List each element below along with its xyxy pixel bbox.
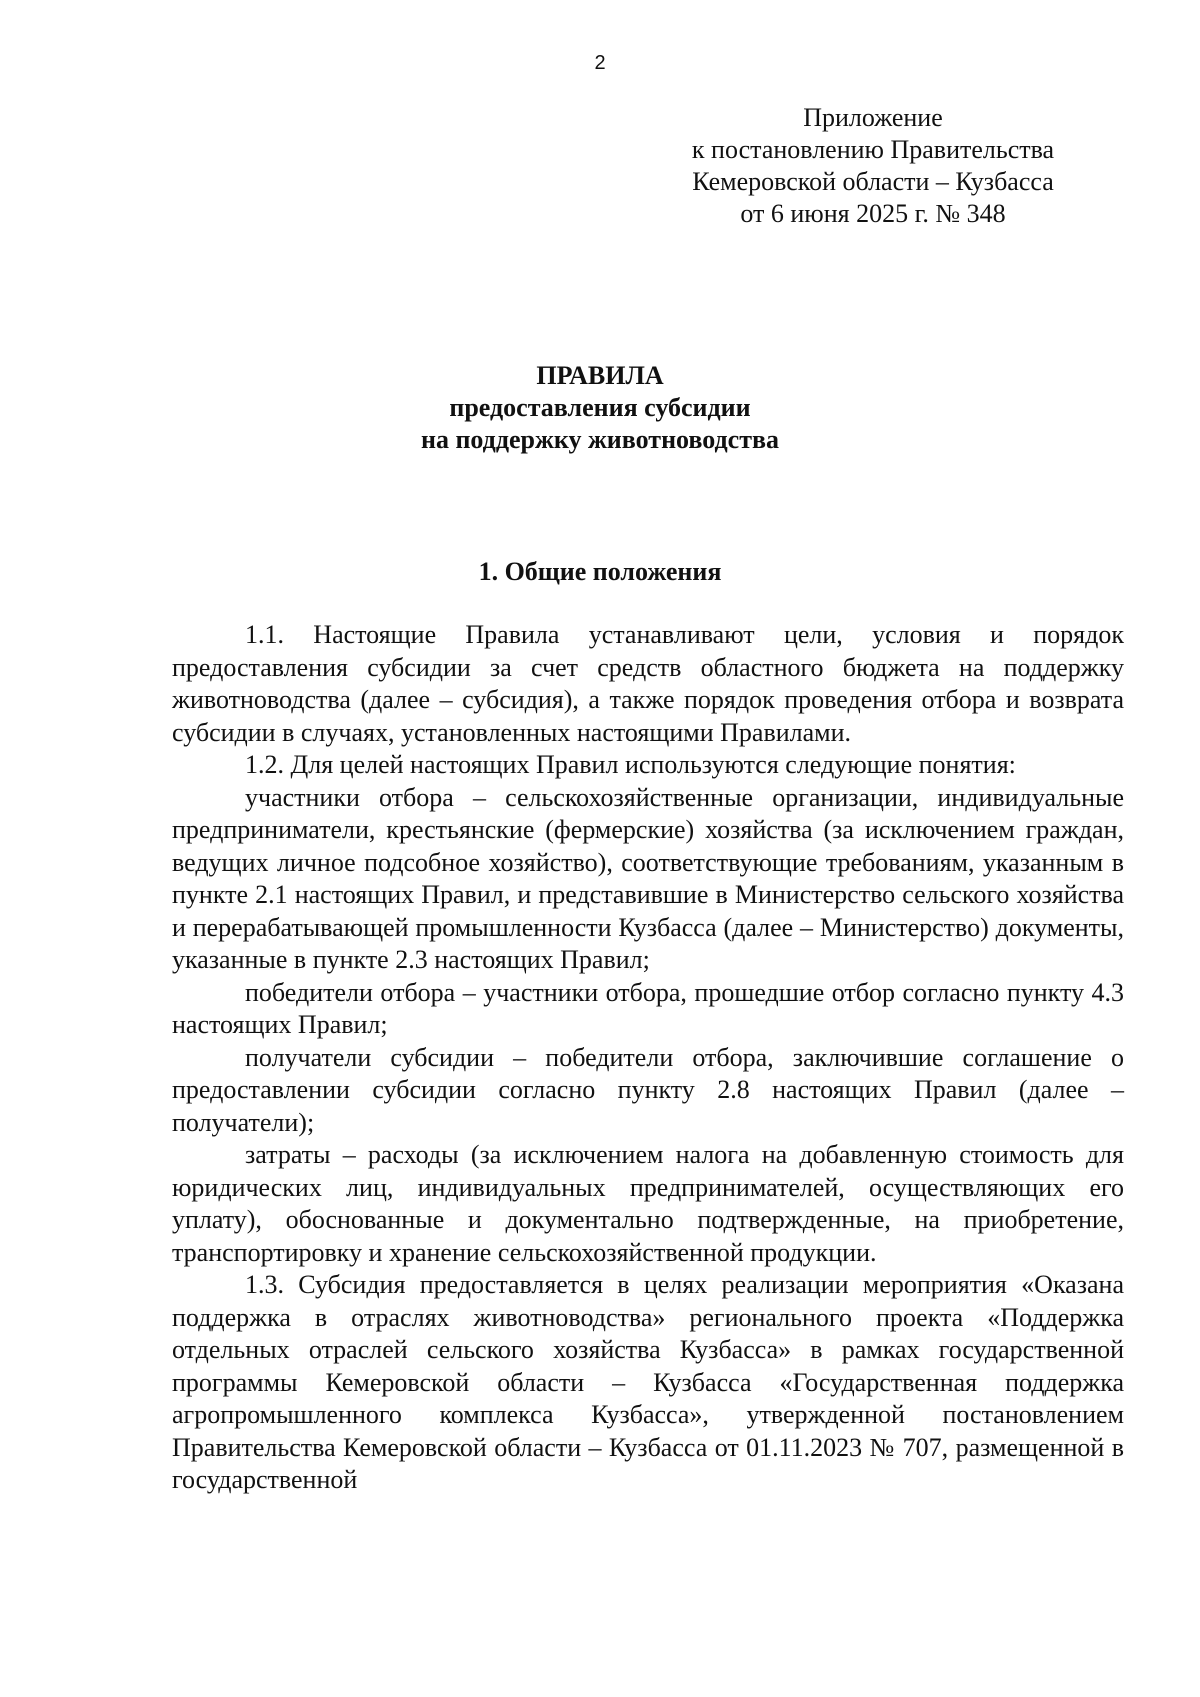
paragraph: затраты – расходы (за исключением налога на добавленную стоимость для юридических лиц, индивидуальных предпринимателей, осуществляющих его уплату), обоснованные и документально подтвержденные, на приобретение, транспортировку и хранение сельскохозяйственной продукции. [172, 1140, 1124, 1267]
paragraph: 1.3. Субсидия предоставляется в целях реализации мероприятия «Оказана поддержка в отраслях животноводства» регионального проекта «Поддержка отдельных отраслей сельского хозяйства Кузбасса» в рамках государственной программы Кемеровской области – Кузбасса «Государственная поддержка агропромышленного комплекса Кузбасса», утвержденной постановлением Правительства Кемеровской области – Кузбасса от 01.11.2023 № 707, размещенной в государственной [172, 1270, 1124, 1494]
title-line: на поддержку животноводства [420, 425, 780, 454]
title-line: ПРАВИЛА [536, 361, 664, 390]
appendix-block [668, 102, 1078, 230]
paragraph: участники отбора – сельскохозяйственные организации, индивидуальные предприниматели, крестьянские (фермерские) хозяйства (за исключением граждан, ведущих личное подсобное хозяйство), соответствующие требованиям, указанным в пункте 2.1 настоящих Правил, и представившие в Министерство сельского хозяйства и перерабатывающей промышленности Кузбасса (далее – Министерство) документы, указанные в пункте 2.3 настоящих Правил; [172, 782, 1124, 974]
body-text [172, 619, 1124, 1497]
appendix-line: Кемеровской области – Кузбасса [692, 167, 1054, 196]
appendix-line: Приложение [803, 103, 943, 132]
section-heading: 1. Общие положения [478, 557, 722, 586]
paragraph: 1.2. Для целей настоящих Правил используются следующие понятия: [245, 750, 1016, 779]
page-number: 2 [594, 52, 606, 74]
paragraph: победители отбора – участники отбора, прошедшие отбор согласно пункту 4.3 настоящих Правил; [172, 977, 1124, 1039]
document-title [0, 360, 1200, 456]
appendix-date-line: от 6 июня 2025 г. № 348 [740, 199, 1006, 228]
appendix-line: к постановлению Правительства [691, 135, 1055, 164]
paragraph: 1.1. Настоящие Правила устанавливают цели, условия и порядок предоставления субсидии за счет средств областного бюджета на поддержку животноводства (далее – субсидия), а также порядок проведения отбора и возврата субсидии в случаях, установленных настоящими Правилами. [172, 620, 1124, 747]
paragraph: получатели субсидии – победители отбора, заключившие соглашение о предоставлении субсидии согласно пункту 2.8 настоящих Правил (далее – получатели); [172, 1042, 1124, 1137]
title-line: предоставления субсидии [449, 393, 751, 422]
